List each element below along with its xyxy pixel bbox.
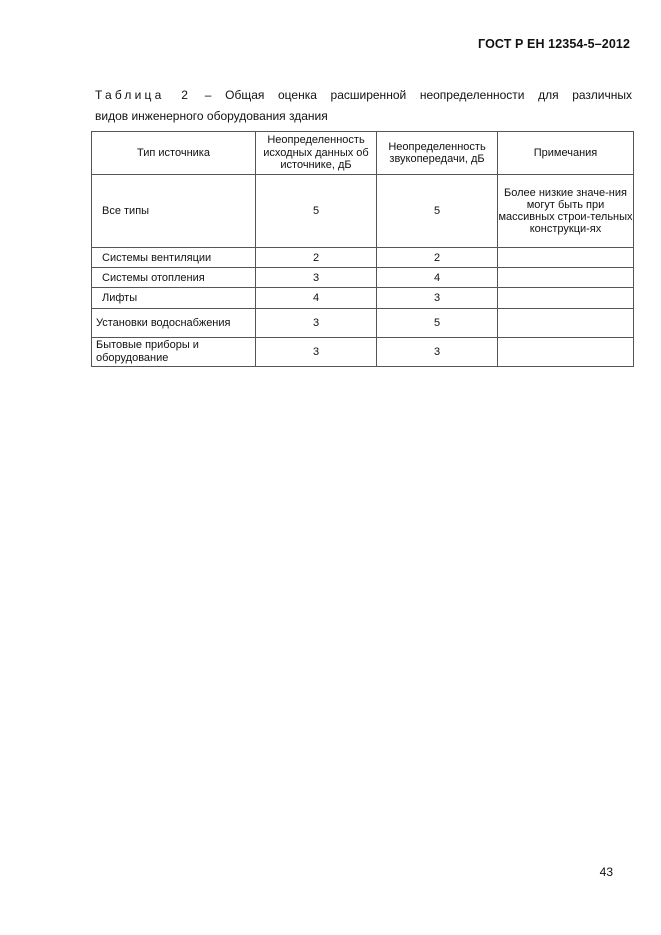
uncertainty-table [91, 131, 634, 367]
document-code: ГОСТ Р ЕН 12354-5–2012 [478, 37, 630, 51]
header-source-type: Тип источника [92, 132, 256, 175]
cell-type: Установки водоснабжения [92, 309, 256, 338]
table-header-row [92, 132, 634, 175]
table-row [92, 338, 634, 367]
cell-transmission: 4 [377, 268, 498, 288]
cell-note [498, 268, 634, 288]
caption-label: Таблица 2 [95, 88, 192, 102]
cell-type: Все типы [92, 175, 256, 248]
cell-note: Более низкие значе-ния могут быть при массивных строи-тельных конструкци-ях [498, 175, 634, 248]
table-caption [95, 85, 632, 127]
cell-transmission: 3 [377, 288, 498, 309]
cell-transmission: 2 [377, 248, 498, 268]
table-row [92, 248, 634, 268]
caption-dash: – [204, 88, 212, 102]
header-transmission-uncertainty: Неопределенность звукопередачи, дБ [377, 132, 498, 175]
cell-source: 2 [256, 248, 377, 268]
header-notes: Примечания [498, 132, 634, 175]
table-row [92, 309, 634, 338]
table-row [92, 268, 634, 288]
cell-source: 4 [256, 288, 377, 309]
cell-note [498, 309, 634, 338]
page-number: 43 [599, 865, 613, 879]
cell-type: Системы вентиляции [92, 248, 256, 268]
cell-transmission: 5 [377, 175, 498, 248]
cell-type: Бытовые приборы и оборудование [92, 338, 256, 367]
caption-line-2: видов инженерного оборудования здания [95, 109, 328, 123]
cell-note [498, 248, 634, 268]
cell-transmission: 3 [377, 338, 498, 367]
cell-transmission: 5 [377, 309, 498, 338]
cell-type: Системы отопления [92, 268, 256, 288]
cell-type: Лифты [92, 288, 256, 309]
cell-note [498, 338, 634, 367]
caption-text-1: Общая оценка расширенной неопределенности для различных [225, 88, 633, 102]
cell-source: 3 [256, 268, 377, 288]
cell-source: 3 [256, 338, 377, 367]
cell-note [498, 288, 634, 309]
cell-source: 3 [256, 309, 377, 338]
table-row [92, 175, 634, 248]
cell-source: 5 [256, 175, 377, 248]
caption-line-1 [95, 85, 632, 106]
table-row [92, 288, 634, 309]
header-source-uncertainty: Неопределенность исходных данных об источнике, дБ [256, 132, 377, 175]
